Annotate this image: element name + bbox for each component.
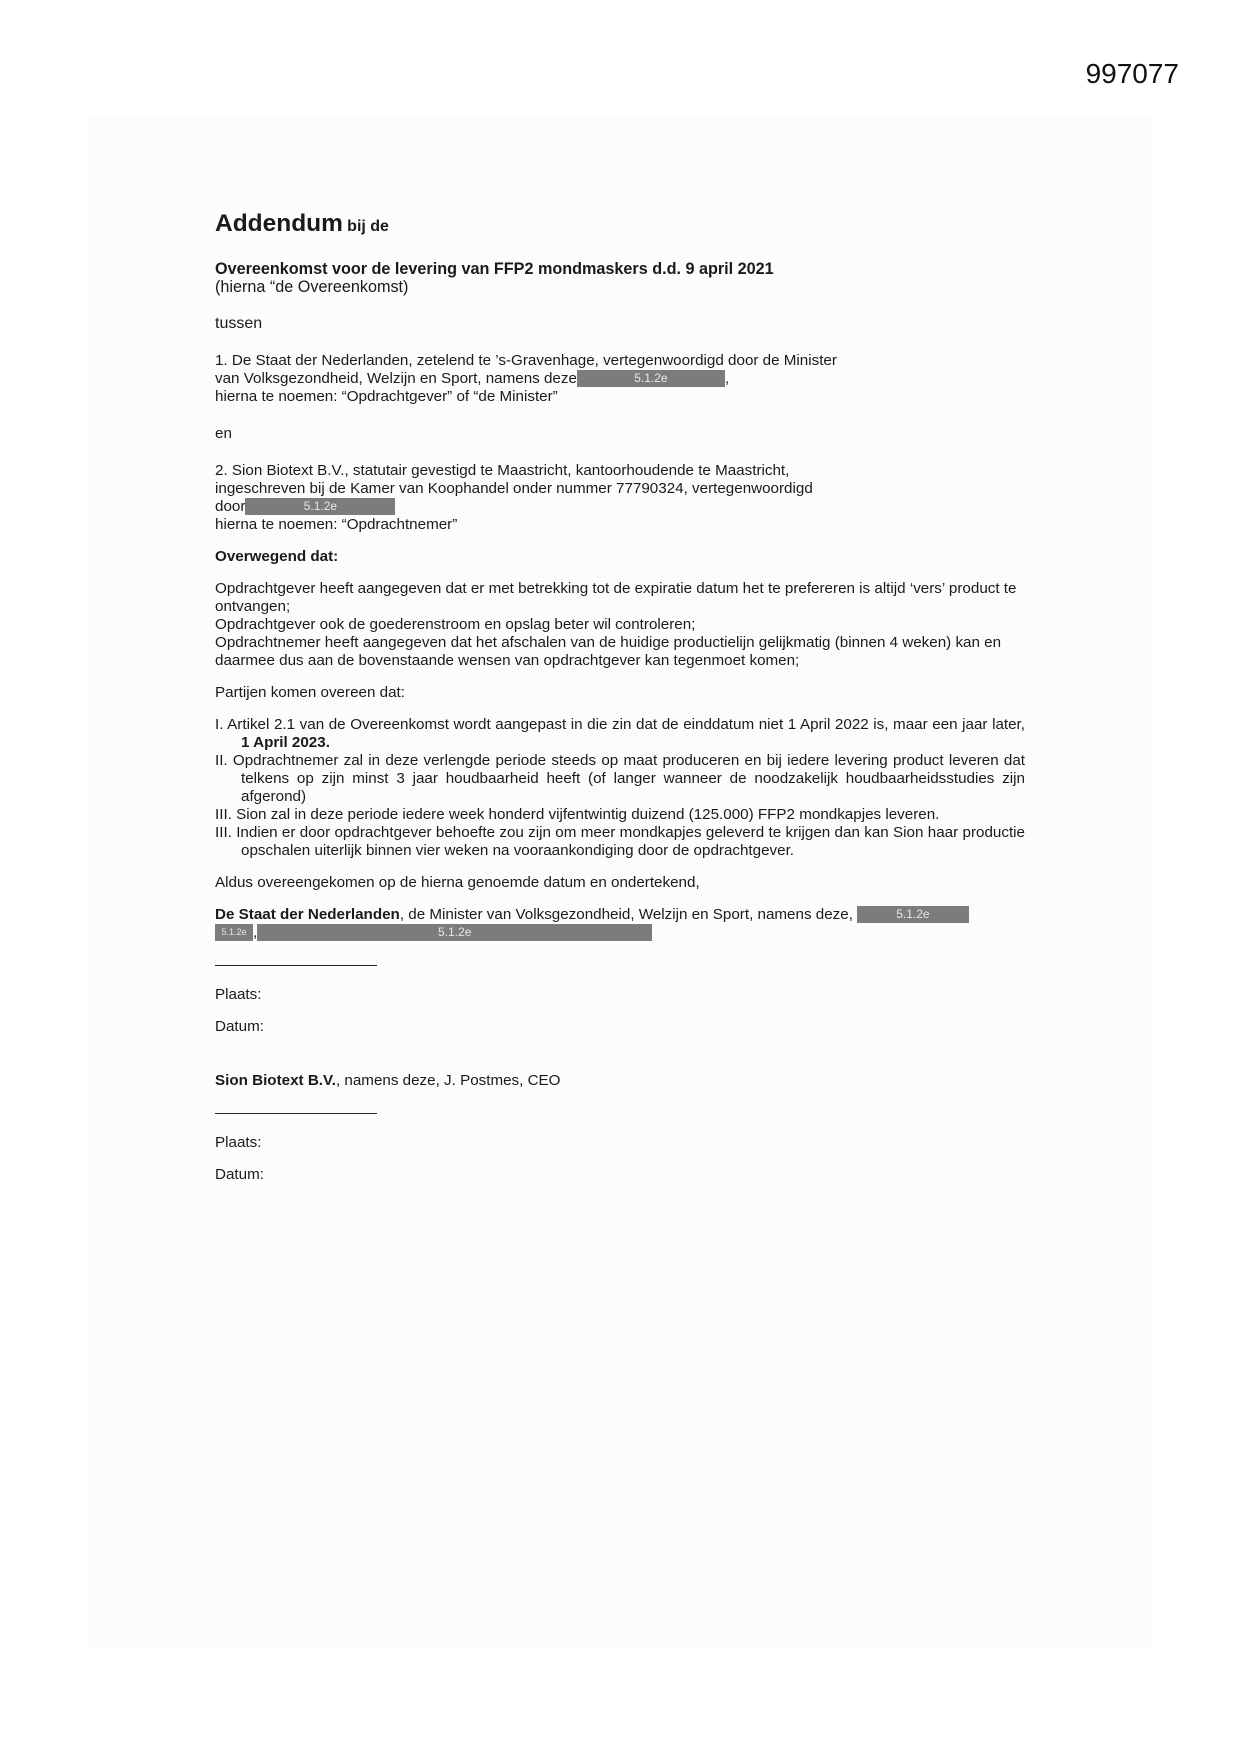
- party-2-line-4: hierna te noemen: “Opdrachtnemer”: [215, 516, 458, 533]
- closing-statement: Aldus overeengekomen op de hierna genoemde datum en ondertekend,: [215, 874, 700, 891]
- agreement-intro: Partijen komen overeen dat:: [215, 684, 405, 701]
- subject-title: Overeenkomst voor de levering van FFP2 mondmaskers d.d. 9 april 2021: [215, 260, 774, 278]
- signature-2-party-text: , namens deze, J. Postmes, CEO: [335, 1072, 561, 1089]
- and-label: en: [215, 425, 232, 442]
- redaction-box: 5.1.2e: [857, 906, 969, 923]
- redaction-box: 5.1.2e: [215, 924, 253, 941]
- document-title: [215, 210, 1025, 237]
- signature-2-party: [215, 1072, 1025, 1090]
- subject-note: (hierna “de Overeenkomst): [215, 278, 409, 296]
- signature-1-party-name: De Staat der Nederlanden: [215, 906, 400, 923]
- considering-list: [215, 580, 1025, 670]
- document-body: [215, 210, 1025, 1184]
- signature-1-comma: ,: [253, 924, 258, 941]
- considering-item: Opdrachtgever heeft aangegeven dat er met betrekking tot de expiratie datum het te prefereren is altijd ‘vers’ product te ontvangen;: [215, 580, 1017, 615]
- signature-1-redactions: [215, 924, 1025, 942]
- signature-1-date: Datum:: [215, 1018, 264, 1035]
- party-1-line-2-text: van Volksgezondheid, Welzijn en Sport, namens deze: [215, 370, 577, 387]
- party-1-line-1: 1. De Staat der Nederlanden, zetelend te ’s-Gravenhage, vertegenwoordigd door de Minister: [215, 352, 837, 369]
- party-2-line-3: [215, 498, 1025, 516]
- article-1-date: 1 April 2023.: [241, 734, 330, 751]
- signature-1-party: [215, 906, 1025, 924]
- document-number: 997077: [1085, 58, 1179, 89]
- articles-list: [215, 716, 1025, 860]
- between-label: tussen: [215, 315, 263, 332]
- signature-2-date: Datum:: [215, 1166, 264, 1183]
- redaction-box: 5.1.2e: [257, 924, 652, 941]
- party-1-line-3: hierna te noemen: “Opdrachtgever” of “de Minister”: [215, 388, 558, 405]
- considering-item: Opdrachtgever ook de goederenstroom en opslag beter wil controleren;: [215, 616, 696, 633]
- party-1-line-2: [215, 370, 1025, 388]
- party-2-door: door: [215, 498, 246, 515]
- redaction-box: 5.1.2e: [245, 498, 395, 515]
- signature-block-2: [215, 1072, 1025, 1184]
- article-1-text: I. Artikel 2.1 van de Overeenkomst wordt aangepast in die zin dat de einddatum niet 1 April 2022 is, maar een jaar later,: [215, 716, 1025, 733]
- signature-2-party-name: Sion Biotext B.V.: [215, 1072, 336, 1089]
- article-1: [215, 716, 1025, 752]
- party-2-line-1: 2. Sion Biotext B.V., statutair gevestigd te Maastricht, kantoorhoudende te Maastricht,: [215, 462, 790, 479]
- title-suffix: bij de: [347, 218, 389, 235]
- subject-line: [215, 260, 1025, 278]
- signature-1-place: Plaats:: [215, 986, 262, 1003]
- signature-2-place: Plaats:: [215, 1134, 262, 1151]
- article-3: III. Sion zal in deze periode iedere week honderd vijfentwintig duizend (125.000) FFP2 mondkapjes leveren.: [215, 806, 940, 823]
- party-2-line-2: ingeschreven bij de Kamer van Koophandel onder nummer 77790324, vertegenwoordigd: [215, 480, 813, 497]
- redaction-box: 5.1.2e: [577, 370, 725, 387]
- considering-heading: Overwegend dat:: [215, 548, 339, 565]
- party-1-comma: ,: [724, 370, 730, 387]
- article-2: II. Opdrachtnemer zal in deze verlengde periode steeds op maat produceren en bij iedere levering product leveren dat telkens op zijn minst 3 jaar houdbaarheid heeft (of langer wanneer de noodzakelijk houdbaarheidsstudies zijn afgerond): [215, 752, 1025, 805]
- signature-1-party-text: , de Minister van Volksgezondheid, Welzijn en Sport, namens deze,: [399, 906, 853, 923]
- title-main: Addendum: [215, 210, 343, 237]
- article-4: III. Indien er door opdrachtgever behoefte zou zijn om meer mondkapjes geleverd te krijgen dan kan Sion haar productie opschalen uiterlijk binnen vier weken na vooraankondiging door de opdrachtgever.: [215, 824, 1025, 859]
- party-2: [215, 462, 1025, 534]
- considering-item: Opdrachtnemer heeft aangegeven dat het afschalen van de huidige productielijn gelijkmatig (binnen 4 weken) kan en daarmee dus aan de bovenstaande wensen van opdrachtgever kan tegenmoet komen;: [215, 634, 1002, 669]
- party-1: [215, 352, 1025, 406]
- signature-block-1: [215, 906, 1025, 1036]
